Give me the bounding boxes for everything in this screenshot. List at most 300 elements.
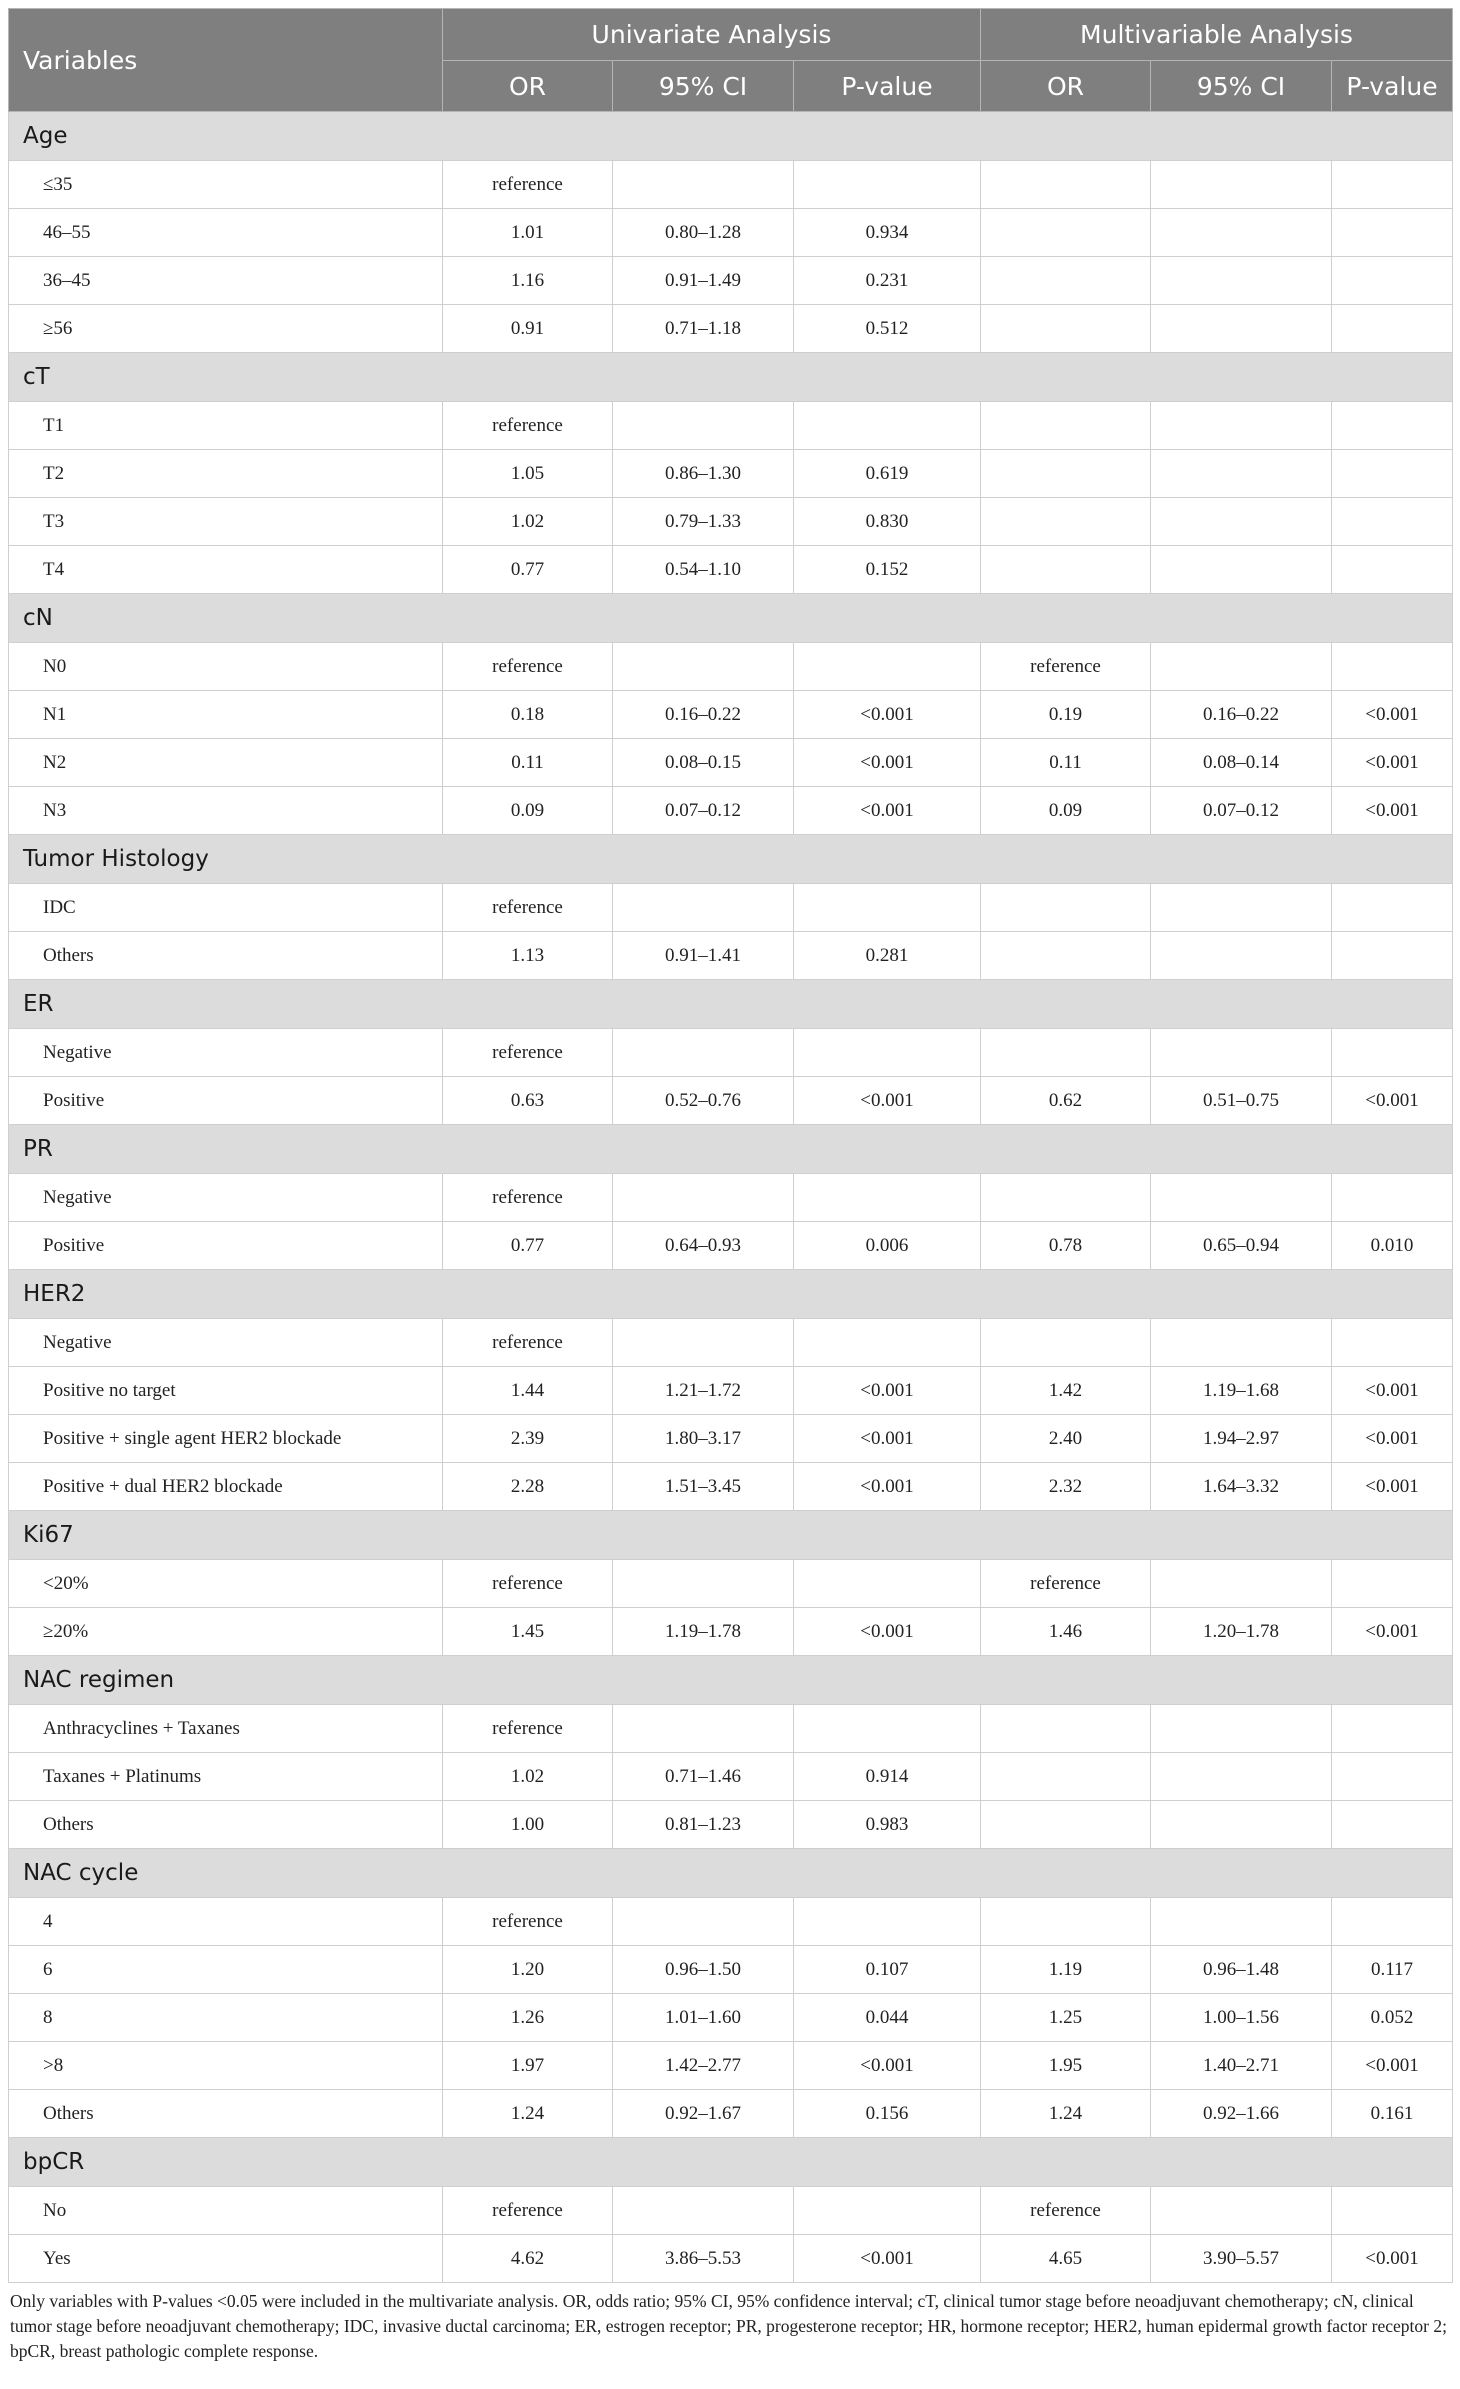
multi-ci-cell: 1.94–2.97	[1151, 1415, 1332, 1463]
uni-or-cell: 2.39	[443, 1415, 613, 1463]
table-row	[9, 305, 1453, 353]
uni-ci-cell: 0.07–0.12	[613, 787, 794, 835]
multi-ci-cell: 1.00–1.56	[1151, 1994, 1332, 2042]
uni-p-cell: <0.001	[794, 787, 981, 835]
uni-or-cell: reference	[443, 1898, 613, 1946]
table-row	[9, 1994, 1453, 2042]
multi-p-cell	[1332, 402, 1453, 450]
multi-p-cell: <0.001	[1332, 1608, 1453, 1656]
uni-p-cell	[794, 1319, 981, 1367]
multi-ci-cell	[1151, 402, 1332, 450]
multi-or-cell: 4.65	[981, 2235, 1151, 2283]
multi-p-cell	[1332, 643, 1453, 691]
uni-p-header: P-value	[794, 61, 981, 112]
table-row	[9, 1319, 1453, 1367]
multi-ci-cell	[1151, 209, 1332, 257]
multi-ci-cell: 3.90–5.57	[1151, 2235, 1332, 2283]
uni-or-cell: 1.24	[443, 2090, 613, 2138]
variables-header: Variables	[9, 9, 443, 112]
multi-ci-cell	[1151, 932, 1332, 980]
group-label: bpCR	[9, 2138, 1453, 2187]
group-row	[9, 835, 1453, 884]
multi-or-cell	[981, 1753, 1151, 1801]
table-row	[9, 884, 1453, 932]
group-label: HER2	[9, 1270, 1453, 1319]
multi-p-cell: <0.001	[1332, 787, 1453, 835]
uni-or-cell: 0.09	[443, 787, 613, 835]
multi-p-cell: <0.001	[1332, 2042, 1453, 2090]
multi-or-cell	[981, 932, 1151, 980]
uni-ci-cell: 0.08–0.15	[613, 739, 794, 787]
multi-ci-cell	[1151, 546, 1332, 594]
table-row	[9, 643, 1453, 691]
multi-or-cell: 2.40	[981, 1415, 1151, 1463]
multi-or-cell: 1.24	[981, 2090, 1151, 2138]
uni-p-cell	[794, 643, 981, 691]
uni-p-cell	[794, 161, 981, 209]
uni-ci-cell	[613, 161, 794, 209]
uni-or-cell: reference	[443, 1705, 613, 1753]
variable-label-cell: N0	[9, 643, 443, 691]
variable-label-cell: Yes	[9, 2235, 443, 2283]
multi-p-cell	[1332, 1174, 1453, 1222]
uni-p-cell	[794, 1174, 981, 1222]
multi-or-cell: reference	[981, 643, 1151, 691]
table-row	[9, 1753, 1453, 1801]
uni-p-cell: <0.001	[794, 1463, 981, 1511]
multi-p-cell: <0.001	[1332, 1077, 1453, 1125]
uni-p-cell: 0.983	[794, 1801, 981, 1849]
multi-p-cell: <0.001	[1332, 1463, 1453, 1511]
uni-or-cell: 0.63	[443, 1077, 613, 1125]
uni-p-cell	[794, 1560, 981, 1608]
multi-p-cell: <0.001	[1332, 739, 1453, 787]
uni-or-cell: 1.01	[443, 209, 613, 257]
uni-p-cell: 0.830	[794, 498, 981, 546]
univariate-header: Univariate Analysis	[443, 9, 981, 61]
uni-or-cell: reference	[443, 402, 613, 450]
uni-or-cell: 1.20	[443, 1946, 613, 1994]
uni-ci-cell: 0.71–1.46	[613, 1753, 794, 1801]
multi-ci-cell	[1151, 1705, 1332, 1753]
multi-ci-cell: 1.19–1.68	[1151, 1367, 1332, 1415]
table-row	[9, 257, 1453, 305]
group-label: NAC cycle	[9, 1849, 1453, 1898]
multi-ci-cell: 1.64–3.32	[1151, 1463, 1332, 1511]
multi-or-cell: 0.09	[981, 787, 1151, 835]
multi-p-cell: 0.117	[1332, 1946, 1453, 1994]
variable-label-cell: Others	[9, 932, 443, 980]
uni-p-cell: 0.156	[794, 2090, 981, 2138]
uni-or-header: OR	[443, 61, 613, 112]
uni-ci-cell	[613, 1319, 794, 1367]
multivariable-header: Multivariable Analysis	[981, 9, 1453, 61]
uni-ci-cell	[613, 884, 794, 932]
table-row	[9, 2042, 1453, 2090]
table-row	[9, 1222, 1453, 1270]
multi-ci-cell: 0.96–1.48	[1151, 1946, 1332, 1994]
group-row	[9, 1511, 1453, 1560]
multi-or-cell	[981, 884, 1151, 932]
table-row	[9, 2187, 1453, 2235]
variable-label-cell: Negative	[9, 1174, 443, 1222]
uni-or-cell: reference	[443, 884, 613, 932]
multi-or-cell: 0.19	[981, 691, 1151, 739]
uni-or-cell: 1.05	[443, 450, 613, 498]
multi-ci-cell: 0.16–0.22	[1151, 691, 1332, 739]
multi-ci-cell: 0.65–0.94	[1151, 1222, 1332, 1270]
multi-p-cell	[1332, 1560, 1453, 1608]
multi-p-cell	[1332, 257, 1453, 305]
multi-or-cell: reference	[981, 1560, 1151, 1608]
multi-p-cell: 0.010	[1332, 1222, 1453, 1270]
uni-p-cell: <0.001	[794, 2235, 981, 2283]
uni-p-cell: <0.001	[794, 739, 981, 787]
uni-ci-cell	[613, 643, 794, 691]
table-row	[9, 1463, 1453, 1511]
table-body	[9, 112, 1453, 2283]
uni-ci-header: 95% CI	[613, 61, 794, 112]
table-row	[9, 209, 1453, 257]
table-row	[9, 1705, 1453, 1753]
variable-label-cell: Positive	[9, 1222, 443, 1270]
variable-label-cell: Taxanes + Platinums	[9, 1753, 443, 1801]
uni-p-cell	[794, 1029, 981, 1077]
uni-or-cell: reference	[443, 161, 613, 209]
uni-ci-cell: 0.80–1.28	[613, 209, 794, 257]
uni-p-cell: <0.001	[794, 1415, 981, 1463]
uni-or-cell: 2.28	[443, 1463, 613, 1511]
uni-p-cell: 0.231	[794, 257, 981, 305]
table-row	[9, 1898, 1453, 1946]
uni-ci-cell: 1.80–3.17	[613, 1415, 794, 1463]
variable-label-cell: Positive no target	[9, 1367, 443, 1415]
multi-or-cell	[981, 161, 1151, 209]
table-row	[9, 1608, 1453, 1656]
table-row	[9, 1560, 1453, 1608]
multi-p-cell	[1332, 1753, 1453, 1801]
table-row	[9, 450, 1453, 498]
uni-or-cell: 1.02	[443, 1753, 613, 1801]
uni-ci-cell: 1.19–1.78	[613, 1608, 794, 1656]
group-row	[9, 1656, 1453, 1705]
uni-ci-cell: 0.91–1.49	[613, 257, 794, 305]
group-label: cT	[9, 353, 1453, 402]
group-row	[9, 353, 1453, 402]
table-row	[9, 402, 1453, 450]
multi-ci-cell: 1.20–1.78	[1151, 1608, 1332, 1656]
uni-ci-cell: 0.52–0.76	[613, 1077, 794, 1125]
multi-or-cell: 1.25	[981, 1994, 1151, 2042]
uni-ci-cell: 1.21–1.72	[613, 1367, 794, 1415]
uni-or-cell: reference	[443, 1319, 613, 1367]
group-row	[9, 2138, 1453, 2187]
uni-or-cell: 0.77	[443, 546, 613, 594]
multi-p-cell	[1332, 1029, 1453, 1077]
uni-ci-cell: 0.79–1.33	[613, 498, 794, 546]
uni-p-cell: <0.001	[794, 1077, 981, 1125]
variable-label-cell: Anthracyclines + Taxanes	[9, 1705, 443, 1753]
table-container	[8, 8, 1452, 2364]
uni-ci-cell: 0.64–0.93	[613, 1222, 794, 1270]
uni-p-cell	[794, 1705, 981, 1753]
group-label: NAC regimen	[9, 1656, 1453, 1705]
uni-p-cell	[794, 2187, 981, 2235]
variable-label-cell: N2	[9, 739, 443, 787]
multi-p-cell: <0.001	[1332, 1367, 1453, 1415]
variable-label-cell: Positive + dual HER2 blockade	[9, 1463, 443, 1511]
group-label: Tumor Histology	[9, 835, 1453, 884]
table-row	[9, 161, 1453, 209]
group-label: PR	[9, 1125, 1453, 1174]
uni-or-cell: 4.62	[443, 2235, 613, 2283]
variable-label-cell: 8	[9, 1994, 443, 2042]
uni-ci-cell	[613, 1560, 794, 1608]
variable-label-cell: T3	[9, 498, 443, 546]
multi-or-cell	[981, 1174, 1151, 1222]
group-row	[9, 980, 1453, 1029]
table-row	[9, 1077, 1453, 1125]
variable-label-cell: ≥20%	[9, 1608, 443, 1656]
uni-p-cell: 0.619	[794, 450, 981, 498]
group-row	[9, 1125, 1453, 1174]
uni-ci-cell: 0.91–1.41	[613, 932, 794, 980]
variable-label-cell: 6	[9, 1946, 443, 1994]
uni-or-cell: reference	[443, 643, 613, 691]
multi-p-cell	[1332, 2187, 1453, 2235]
uni-ci-cell: 0.16–0.22	[613, 691, 794, 739]
variable-label-cell: >8	[9, 2042, 443, 2090]
multi-ci-cell: 0.08–0.14	[1151, 739, 1332, 787]
multi-or-cell	[981, 450, 1151, 498]
uni-or-cell: 1.44	[443, 1367, 613, 1415]
uni-p-cell: 0.044	[794, 1994, 981, 2042]
multi-ci-cell	[1151, 498, 1332, 546]
uni-or-cell: reference	[443, 1560, 613, 1608]
multi-ci-cell	[1151, 1801, 1332, 1849]
group-row	[9, 1270, 1453, 1319]
multi-p-cell: <0.001	[1332, 2235, 1453, 2283]
uni-ci-cell: 0.86–1.30	[613, 450, 794, 498]
table-row	[9, 1946, 1453, 1994]
table-row	[9, 739, 1453, 787]
uni-or-cell: 1.13	[443, 932, 613, 980]
uni-ci-cell: 1.01–1.60	[613, 1994, 794, 2042]
group-label: Ki67	[9, 1511, 1453, 1560]
variable-label-cell: N1	[9, 691, 443, 739]
multi-or-cell	[981, 1705, 1151, 1753]
table-row	[9, 546, 1453, 594]
variable-label-cell: IDC	[9, 884, 443, 932]
multi-ci-header: 95% CI	[1151, 61, 1332, 112]
uni-or-cell: 0.18	[443, 691, 613, 739]
variable-label-cell: Positive + single agent HER2 blockade	[9, 1415, 443, 1463]
multi-or-cell: 0.78	[981, 1222, 1151, 1270]
group-label: cN	[9, 594, 1453, 643]
uni-ci-cell: 0.96–1.50	[613, 1946, 794, 1994]
uni-ci-cell: 3.86–5.53	[613, 2235, 794, 2283]
table-row	[9, 1367, 1453, 1415]
table-row	[9, 1415, 1453, 1463]
variable-label-cell: T1	[9, 402, 443, 450]
uni-ci-cell	[613, 402, 794, 450]
multi-or-header: OR	[981, 61, 1151, 112]
variable-label-cell: 4	[9, 1898, 443, 1946]
uni-or-cell: 0.77	[443, 1222, 613, 1270]
uni-ci-cell	[613, 1705, 794, 1753]
multi-p-cell	[1332, 209, 1453, 257]
table-footnote: Only variables with P-values <0.05 were included in the multivariate analysis. OR, odds ratio; 95% CI, 95% confidence interval; cT, clinical tumor stage before neoadjuvant chemotherapy; cN, clinical tumor stage before neoadjuvant chemotherapy; IDC, invasive ductal carcinoma; ER, estrogen receptor; PR, progesterone receptor; HR, hormone receptor; HER2, human epidermal growth factor receptor 2; bpCR, breast pathologic complete response.	[10, 2291, 1447, 2361]
uni-or-cell: 0.91	[443, 305, 613, 353]
variable-label-cell: Others	[9, 2090, 443, 2138]
uni-p-cell: 0.107	[794, 1946, 981, 1994]
table-row	[9, 1801, 1453, 1849]
uni-or-cell: 1.02	[443, 498, 613, 546]
uni-or-cell: 1.45	[443, 1608, 613, 1656]
table-row	[9, 787, 1453, 835]
multi-p-cell	[1332, 1705, 1453, 1753]
uni-p-cell	[794, 1898, 981, 1946]
multi-p-cell: 0.161	[1332, 2090, 1453, 2138]
variable-label-cell: Negative	[9, 1319, 443, 1367]
uni-ci-cell	[613, 2187, 794, 2235]
uni-p-cell: <0.001	[794, 2042, 981, 2090]
uni-p-cell: <0.001	[794, 1367, 981, 1415]
variable-label-cell: T4	[9, 546, 443, 594]
multi-ci-cell	[1151, 1560, 1332, 1608]
multi-ci-cell	[1151, 1029, 1332, 1077]
multi-or-cell	[981, 1319, 1151, 1367]
table-header	[9, 9, 1453, 112]
uni-p-cell: <0.001	[794, 1608, 981, 1656]
multi-or-cell: 2.32	[981, 1463, 1151, 1511]
table-row	[9, 691, 1453, 739]
multi-or-cell	[981, 305, 1151, 353]
multi-p-cell: 0.052	[1332, 1994, 1453, 2042]
uni-ci-cell: 0.92–1.67	[613, 2090, 794, 2138]
multi-or-cell	[981, 546, 1151, 594]
table-row	[9, 1029, 1453, 1077]
table-row	[9, 932, 1453, 980]
uni-ci-cell: 1.51–3.45	[613, 1463, 794, 1511]
variable-label-cell: Others	[9, 1801, 443, 1849]
variable-label-cell: <20%	[9, 1560, 443, 1608]
uni-or-cell: reference	[443, 1029, 613, 1077]
uni-p-cell: 0.006	[794, 1222, 981, 1270]
multi-ci-cell	[1151, 161, 1332, 209]
uni-or-cell: 1.00	[443, 1801, 613, 1849]
variable-label-cell: No	[9, 2187, 443, 2235]
multi-or-cell	[981, 209, 1151, 257]
uni-ci-cell: 1.42–2.77	[613, 2042, 794, 2090]
uni-or-cell: 1.26	[443, 1994, 613, 2042]
multi-p-cell	[1332, 161, 1453, 209]
table-row	[9, 2235, 1453, 2283]
multi-or-cell: 0.11	[981, 739, 1151, 787]
group-row	[9, 112, 1453, 161]
multi-or-cell: 1.46	[981, 1608, 1151, 1656]
table-row	[9, 1174, 1453, 1222]
multi-p-cell	[1332, 1319, 1453, 1367]
uni-ci-cell: 0.81–1.23	[613, 1801, 794, 1849]
uni-ci-cell	[613, 1898, 794, 1946]
multi-or-cell	[981, 402, 1151, 450]
multi-ci-cell: 0.92–1.66	[1151, 2090, 1332, 2138]
multi-or-cell: 1.42	[981, 1367, 1151, 1415]
multi-ci-cell	[1151, 1174, 1332, 1222]
multi-or-cell	[981, 498, 1151, 546]
multi-ci-cell	[1151, 257, 1332, 305]
multi-ci-cell	[1151, 1898, 1332, 1946]
variable-label-cell: ≥56	[9, 305, 443, 353]
uni-or-cell: 0.11	[443, 739, 613, 787]
multi-or-cell: 1.95	[981, 2042, 1151, 2090]
multi-ci-cell	[1151, 450, 1332, 498]
multi-p-cell	[1332, 1898, 1453, 1946]
uni-ci-cell	[613, 1174, 794, 1222]
multi-ci-cell: 0.07–0.12	[1151, 787, 1332, 835]
uni-or-cell: 1.97	[443, 2042, 613, 2090]
multi-p-cell	[1332, 1801, 1453, 1849]
uni-ci-cell	[613, 1029, 794, 1077]
multi-p-cell: <0.001	[1332, 691, 1453, 739]
multi-ci-cell: 1.40–2.71	[1151, 2042, 1332, 2090]
multi-p-cell	[1332, 932, 1453, 980]
uni-or-cell: reference	[443, 1174, 613, 1222]
multi-p-header: P-value	[1332, 61, 1453, 112]
variable-label-cell: T2	[9, 450, 443, 498]
multi-p-cell: <0.001	[1332, 1415, 1453, 1463]
multi-p-cell	[1332, 884, 1453, 932]
multi-ci-cell	[1151, 305, 1332, 353]
variable-label-cell: 46–55	[9, 209, 443, 257]
variable-label-cell: Negative	[9, 1029, 443, 1077]
group-label: Age	[9, 112, 1453, 161]
multi-ci-cell: 0.51–0.75	[1151, 1077, 1332, 1125]
group-label: ER	[9, 980, 1453, 1029]
group-row	[9, 594, 1453, 643]
variable-label-cell: 36–45	[9, 257, 443, 305]
multi-or-cell	[981, 1029, 1151, 1077]
multi-p-cell	[1332, 546, 1453, 594]
multi-or-cell: 0.62	[981, 1077, 1151, 1125]
table-row	[9, 498, 1453, 546]
uni-ci-cell: 0.71–1.18	[613, 305, 794, 353]
multi-ci-cell	[1151, 1319, 1332, 1367]
multi-p-cell	[1332, 305, 1453, 353]
uni-p-cell: 0.512	[794, 305, 981, 353]
table-row	[9, 2090, 1453, 2138]
multi-ci-cell	[1151, 884, 1332, 932]
multi-p-cell	[1332, 498, 1453, 546]
group-row	[9, 1849, 1453, 1898]
uni-p-cell: <0.001	[794, 691, 981, 739]
uni-p-cell	[794, 884, 981, 932]
multi-or-cell	[981, 1898, 1151, 1946]
multi-or-cell	[981, 257, 1151, 305]
uni-p-cell: 0.914	[794, 1753, 981, 1801]
results-table	[8, 8, 1453, 2283]
multi-ci-cell	[1151, 2187, 1332, 2235]
uni-p-cell: 0.152	[794, 546, 981, 594]
uni-p-cell: 0.281	[794, 932, 981, 980]
multi-or-cell: 1.19	[981, 1946, 1151, 1994]
uni-or-cell: reference	[443, 2187, 613, 2235]
uni-p-cell: 0.934	[794, 209, 981, 257]
uni-ci-cell: 0.54–1.10	[613, 546, 794, 594]
multi-ci-cell	[1151, 1753, 1332, 1801]
multi-ci-cell	[1151, 643, 1332, 691]
